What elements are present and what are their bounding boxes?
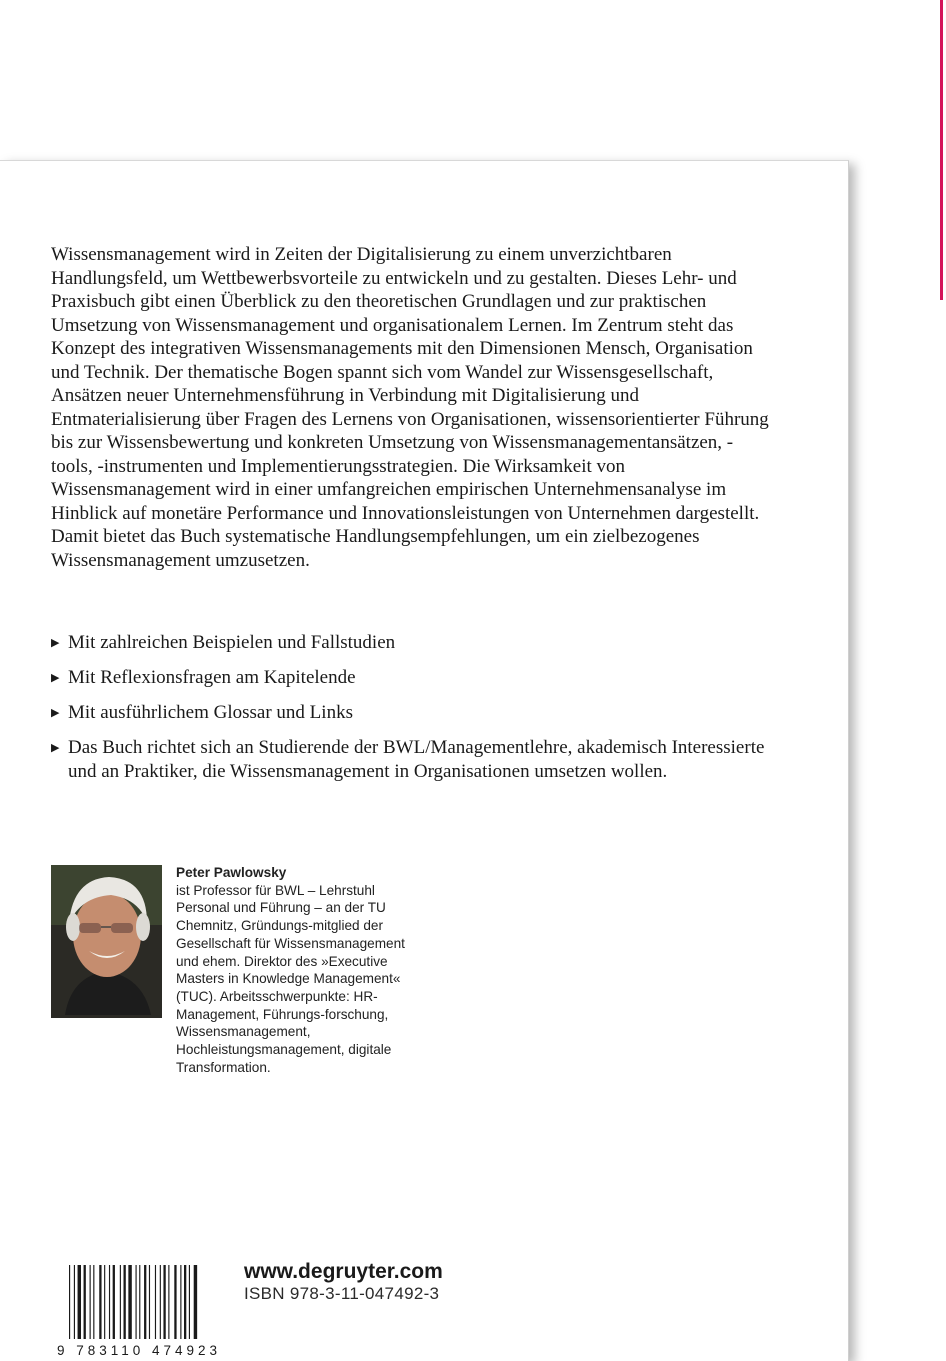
barcode-bar [93, 1265, 94, 1339]
barcode-bar [120, 1265, 121, 1339]
page-margin-top [0, 0, 946, 160]
barcode-bar [84, 1265, 86, 1339]
barcode-bar [174, 1265, 176, 1339]
barcode-bar [194, 1265, 197, 1339]
author-photo [51, 865, 162, 1018]
triangle-bullet-icon: ▶ [51, 637, 60, 649]
list-item [51, 701, 791, 725]
triangle-bullet-icon: ▶ [51, 672, 60, 684]
barcode-bar [189, 1265, 190, 1339]
barcode-bar [136, 1265, 137, 1339]
barcode-bar [113, 1265, 115, 1339]
barcode-bar [144, 1265, 146, 1339]
publisher-website-link[interactable]: www.degruyter.com [244, 1260, 443, 1283]
author-portrait-icon [51, 865, 162, 1018]
list-item-text: Mit Reflexionsfragen am Kapitelende [68, 667, 356, 688]
list-item [51, 666, 791, 690]
feature-list [51, 631, 791, 795]
barcode-bar [109, 1265, 110, 1339]
barcode-bar [184, 1265, 186, 1339]
barcode-bar [139, 1265, 140, 1339]
list-item [51, 631, 791, 655]
list-item-text: Das Buch richtet sich an Studierende der BWL/Managementlehre, akademisch Interessierte und an Praktiker, die Wissensmanagement in Organisationen umsetzen wollen. [68, 737, 765, 782]
book-back-cover [0, 160, 849, 1361]
barcode-bar [163, 1265, 165, 1339]
list-item-text: Mit ausführlichem Glossar und Links [68, 702, 353, 723]
barcode-bar [99, 1265, 101, 1339]
barcode-bar [180, 1265, 181, 1339]
barcode-bar [149, 1265, 150, 1339]
triangle-bullet-icon: ▶ [51, 742, 60, 754]
barcode-digits: 9 783110 474923 [57, 1343, 217, 1358]
barcode-bar [78, 1265, 81, 1339]
barcode-bar [104, 1265, 105, 1339]
isbn-barcode [55, 1263, 220, 1358]
barcode-bar [128, 1265, 131, 1339]
blurb-text: Wissensmanagement wird in Zeiten der Digitalisierung zu einem unverzichtbaren Handlungsfeld, um Wettbewerbsvorteile zu entwickeln und zu gestalten. Dieses Lehr- und Praxisbuch gibt einen Überblick zu den theoretischen Grundlagen und zur praktischen Umsetzung von Wissensmanagement und organisationalem Lernen. Im Zentrum steht das Konzept des integrativen Wissensmanagements mit den Dimensionen Mensch, Organisation und Technik. Der thematische Bogen spannt sich vom Wandel zur Wissensgesellschaft, Ansätzen neuer Unternehmensführung in Verbindung mit Digitalisierung und Entmaterialisierung über Fragen des Lernens von Organisationen, wissensorientierter Führung bis zur Wissensbewertung und konkreten Umsetzung von Wissensmanagementansätzen, -tools, -instrumenten und Implementierungsstrategien. Die Wirksamkeit von Wissensmanagement wird in einer umfangreichen empirischen Unternehmensanalyse im Hinblick auf monetäre Performance und Innovationsleistungen von Unternehmen dargestellt. Damit bietet das Buch systematische Handlungsempfehlungen, um ein zielbezogenes Wissensmanagement umzusetzen. [51, 244, 769, 571]
barcode-bar [74, 1265, 75, 1339]
barcode-bar [168, 1265, 169, 1339]
barcode-bar [160, 1265, 161, 1339]
barcode-bar [90, 1265, 91, 1339]
list-item [51, 736, 791, 784]
barcode-bar [124, 1265, 126, 1339]
triangle-bullet-icon: ▶ [51, 707, 60, 719]
edge-accent-stripe [940, 0, 943, 300]
barcode-bars [69, 1265, 197, 1339]
author-name: Peter Pawlowsky [176, 865, 287, 880]
list-item-text: Mit zahlreichen Beispielen und Fallstudien [68, 632, 396, 653]
author-bio-text: ist Professor für BWL – Lehrstuhl Personal und Führung – an der TU Chemnitz, Gründungs-mitglied der Gesellschaft für Wissensmanagement und ehem. Direktor des »Executive Masters in Knowledge Management« (TUC). Arbeitsschwerpunkte: HR-Management, Führungs-forschung, Wissensmanagement, Hochleistungsmanagement, digitale Transformation. [176, 882, 405, 1075]
barcode-bar [155, 1265, 156, 1339]
author-bio [176, 864, 416, 1076]
barcode-bar [69, 1265, 70, 1339]
isbn-number: ISBN 978-3-11-047492-3 [244, 1284, 440, 1303]
